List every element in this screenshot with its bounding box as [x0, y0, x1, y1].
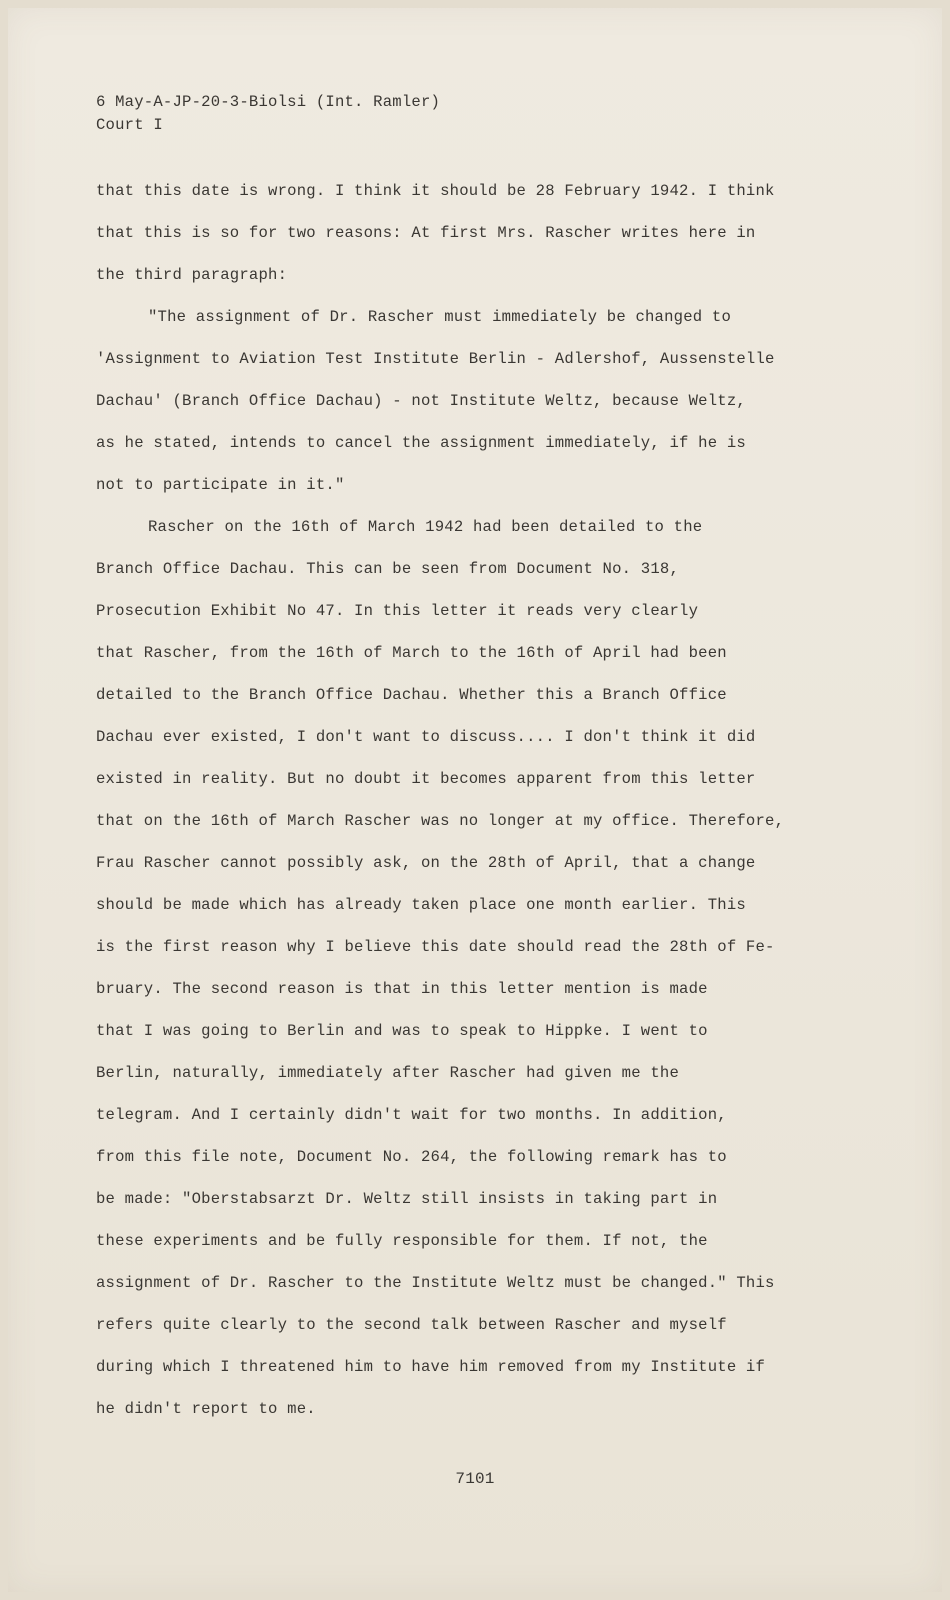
- transcript-line: "The assignment of Dr. Rascher must immediately be changed to: [148, 308, 732, 326]
- transcript-line: that this is so for two reasons: At first Mrs. Rascher writes here in: [96, 224, 756, 242]
- transcript-line: should be made which has already taken place one month earlier. This: [96, 896, 746, 914]
- transcript-line: telegram. And I certainly didn't wait for two months. In addition,: [96, 1106, 727, 1124]
- transcript-line: these experiments and be fully responsible for them. If not, the: [96, 1232, 708, 1250]
- transcript-line: as he stated, intends to cancel the assignment immediately, if he is: [96, 434, 746, 452]
- transcript-line: that I was going to Berlin and was to speak to Hippke. I went to: [96, 1022, 708, 1040]
- transcript-line: Dachau ever existed, I don't want to discuss.... I don't think it did: [96, 728, 756, 746]
- transcript-line: he didn't report to me.: [96, 1400, 316, 1418]
- transcript-line: from this file note, Document No. 264, the following remark has to: [96, 1148, 727, 1166]
- transcript-line: is the first reason why I believe this date should read the 28th of Fe-: [96, 938, 775, 956]
- transcript-line: that on the 16th of March Rascher was no longer at my office. Therefore,: [96, 812, 785, 830]
- transcript-line: Prosecution Exhibit No 47. In this letter it reads very clearly: [96, 602, 699, 620]
- transcript-line: refers quite clearly to the second talk between Rascher and myself: [96, 1316, 727, 1334]
- transcript-line: not to participate in it.": [96, 476, 345, 494]
- transcript-line: 'Assignment to Aviation Test Institute Berlin - Adlershof, Aussenstelle: [96, 350, 775, 368]
- transcript-line: be made: "Oberstabsarzt Dr. Weltz still insists in taking part in: [96, 1190, 718, 1208]
- transcript-body: [96, 170, 846, 1430]
- transcript-line: Rascher on the 16th of March 1942 had been detailed to the: [148, 518, 703, 536]
- transcript-line: that Rascher, from the 16th of March to the 16th of April had been: [96, 644, 727, 662]
- transcript-line: assignment of Dr. Rascher to the Institute Weltz must be changed." This: [96, 1274, 775, 1292]
- transcript-line: Branch Office Dachau. This can be seen from Document No. 318,: [96, 560, 680, 578]
- transcript-line: Frau Rascher cannot possibly ask, on the 28th of April, that a change: [96, 854, 756, 872]
- page-number: 7101: [455, 1470, 495, 1488]
- transcript-line: that this date is wrong. I think it should be 28 February 1942. I think: [96, 182, 775, 200]
- transcript-line: Dachau' (Branch Office Dachau) - not Institute Weltz, because Weltz,: [96, 392, 746, 410]
- transcript-line: bruary. The second reason is that in this letter mention is made: [96, 980, 708, 998]
- header-court-line: Court I: [96, 116, 163, 134]
- transcript-line: during which I threatened him to have him removed from my Institute if: [96, 1358, 766, 1376]
- transcript-line: detailed to the Branch Office Dachau. Whether this a Branch Office: [96, 686, 727, 704]
- transcript-line: existed in reality. But no doubt it becomes apparent from this letter: [96, 770, 756, 788]
- transcript-line: Berlin, naturally, immediately after Rascher had given me the: [96, 1064, 680, 1082]
- transcript-line: the third paragraph:: [96, 266, 288, 284]
- header-session-line: 6 May-A-JP-20-3-Biolsi (Int. Ramler): [96, 93, 441, 111]
- document-header: [96, 91, 440, 137]
